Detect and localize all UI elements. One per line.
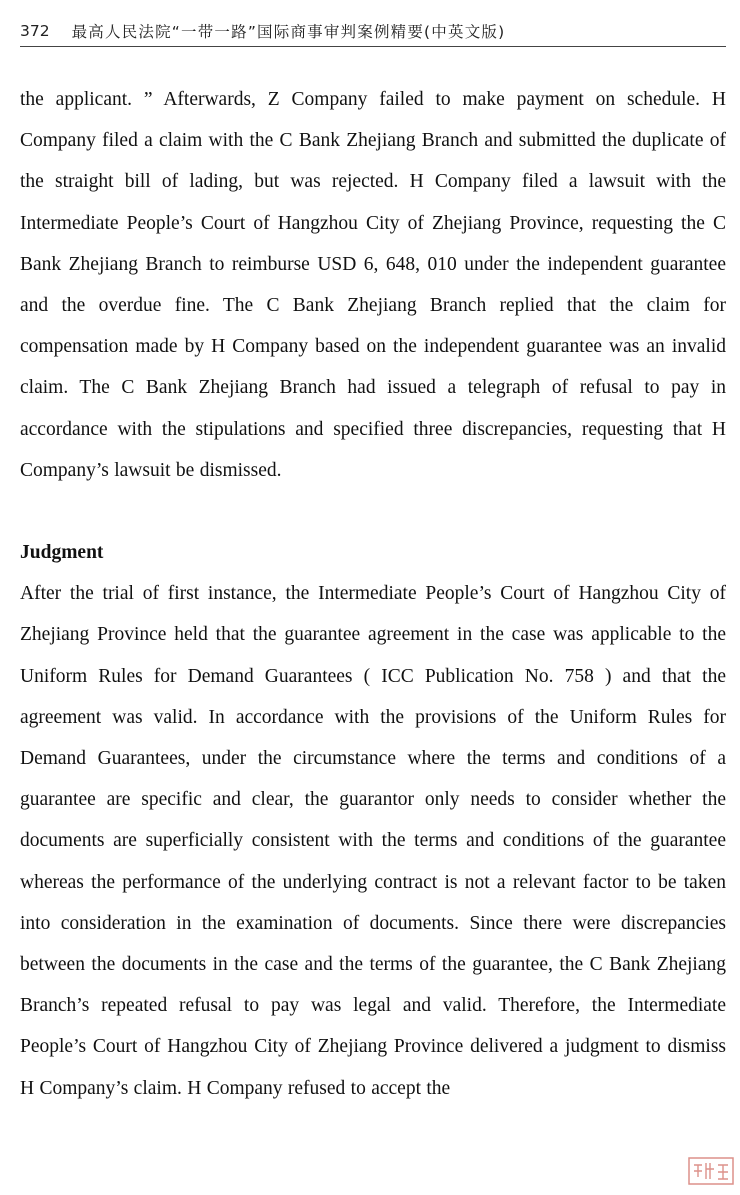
running-header	[20, 16, 726, 47]
page-body	[20, 79, 726, 1109]
seal-stamp-icon	[688, 1157, 734, 1185]
page-number: 372	[20, 22, 50, 40]
facts-paragraph: the applicant. ” Afterwards, Z Company failed to make payment on schedule. H Company filed a claim with the C Bank Zhejiang Branch and submitted the duplicate of the straight bill of lading, but was rejected. H Company filed a lawsuit with the Intermediate People’s Court of Hangzhou City of Zhejiang Province, requesting the C Bank Zhejiang Branch to reimburse USD 6, 648, 010 under the independent guarantee and the overdue fine. The C Bank Zhejiang Branch replied that the claim for compensation made by H Company based on the independent guarantee was an invalid claim. The C Bank Zhejiang Branch had issued a telegraph of refusal to pay in accordance with the stipulations and specified three discrepancies, requesting that H Company’s lawsuit be dismissed.	[20, 89, 726, 481]
book-title: 最高人民法院“一带一路”国际商事审判案例精要(中英文版)	[71, 23, 506, 41]
section-heading-judgment: Judgment	[20, 542, 104, 564]
judgment-paragraph: After the trial of first instance, the Intermediate People’s Court of Hangzhou City of Zhejiang Province held that the guarantee agreement in the case was applicable to the Uniform Rules for Demand Guarantees ( ICC Publication No. 758 ) and that the agreement was valid. In accordance with the provisions of the Uniform Rules for Demand Guarantees, under the circumstance where the terms and conditions of a guarantee are specific and clear, the guarantor only needs to consider whether the documents are superficially consistent with the terms and conditions of the guarantee whereas the performance of the underlying contract is not a relevant factor to be taken into consideration in the examination of documents. Since there were discrepancies between the documents in the case and the terms of the guarantee, the C Bank Zhejiang Branch’s repeated refusal to pay was legal and valid. Therefore, the Intermediate People’s Court of Hangzhou City of Zhejiang Province delivered a judgment to dismiss H Company’s claim. H Company refused to accept the	[20, 583, 726, 1099]
